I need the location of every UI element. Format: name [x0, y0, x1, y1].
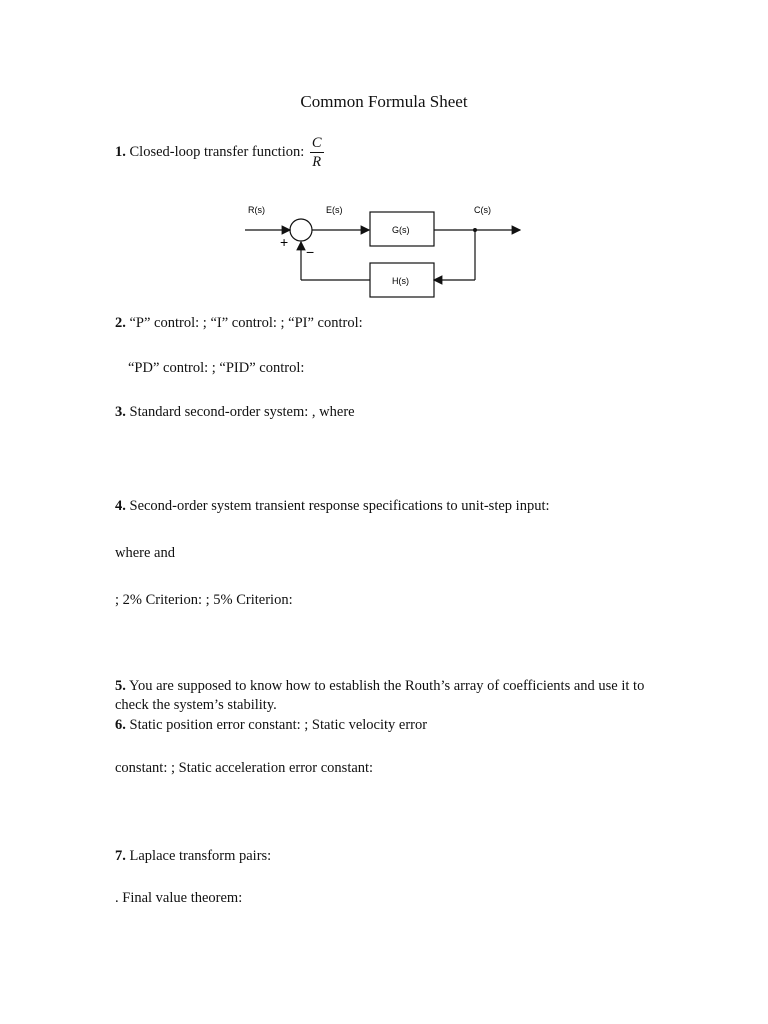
criterion-5-label: ; 5% Criterion: — [205, 592, 293, 608]
plus-sign: + — [280, 234, 289, 250]
where-label: , where — [311, 404, 355, 420]
block-diagram — [0, 195, 768, 495]
g-label: G(s) — [392, 225, 410, 235]
constant-label: constant: — [115, 760, 168, 776]
e-label: E(s) — [326, 205, 343, 215]
formula-5 — [115, 677, 655, 715]
h-label: H(s) — [392, 276, 409, 286]
section-number: 4. — [115, 498, 126, 514]
formula-3 — [115, 404, 355, 421]
minus-sign: − — [306, 244, 315, 260]
formula-7b — [115, 890, 242, 907]
section-number: 3. — [115, 404, 126, 420]
page-title: Common Formula Sheet — [300, 92, 468, 111]
formula-4b — [115, 545, 175, 562]
pid-control-label: ; “PID” control: — [211, 360, 305, 376]
pd-control-label: “PD” control: — [128, 360, 209, 376]
section-text: Static position error constant: — [129, 717, 301, 733]
r-label: R(s) — [248, 205, 265, 215]
section-number: 7. — [115, 848, 126, 864]
and-label: and — [154, 545, 175, 561]
section-text: “P” control: — [129, 315, 200, 331]
section-text: Second-order system transient response specifications to unit-step input: — [129, 498, 550, 514]
formula-2b — [128, 360, 304, 377]
section-text: Standard second-order system: — [129, 404, 309, 420]
formula-6b — [115, 760, 373, 777]
formula-4c — [115, 592, 293, 609]
criterion-2-label: ; 2% Criterion: — [115, 592, 202, 608]
c-label: C(s) — [474, 205, 491, 215]
pi-control-label: ; “PI” control: — [280, 315, 363, 331]
section-number: 2. — [115, 315, 126, 331]
section-number: 1. — [115, 143, 126, 160]
formula-1 — [115, 134, 326, 171]
formula-2 — [115, 315, 363, 332]
final-value-label: . Final value theorem: — [115, 890, 243, 906]
static-velocity-label: ; Static velocity error — [304, 717, 428, 733]
formula-4 — [115, 498, 550, 515]
formula-6 — [115, 717, 427, 734]
equation: $\frac{C}{R}$ — [311, 135, 322, 171]
i-control-label: ; “I” control: — [202, 315, 277, 331]
section-text: You are supposed to know how to establish the Routh’s array of coefficients and use it to check the system’s stability. — [115, 678, 645, 713]
where-label: where — [115, 545, 151, 561]
formula-7 — [115, 848, 271, 865]
section-text: Laplace transform pairs: — [129, 848, 272, 864]
section-number: 6. — [115, 717, 126, 733]
section-number: 5. — [115, 678, 126, 694]
section-text: Closed-loop transfer function: — [129, 143, 305, 160]
static-accel-label: ; Static acceleration error constant: — [170, 760, 374, 776]
